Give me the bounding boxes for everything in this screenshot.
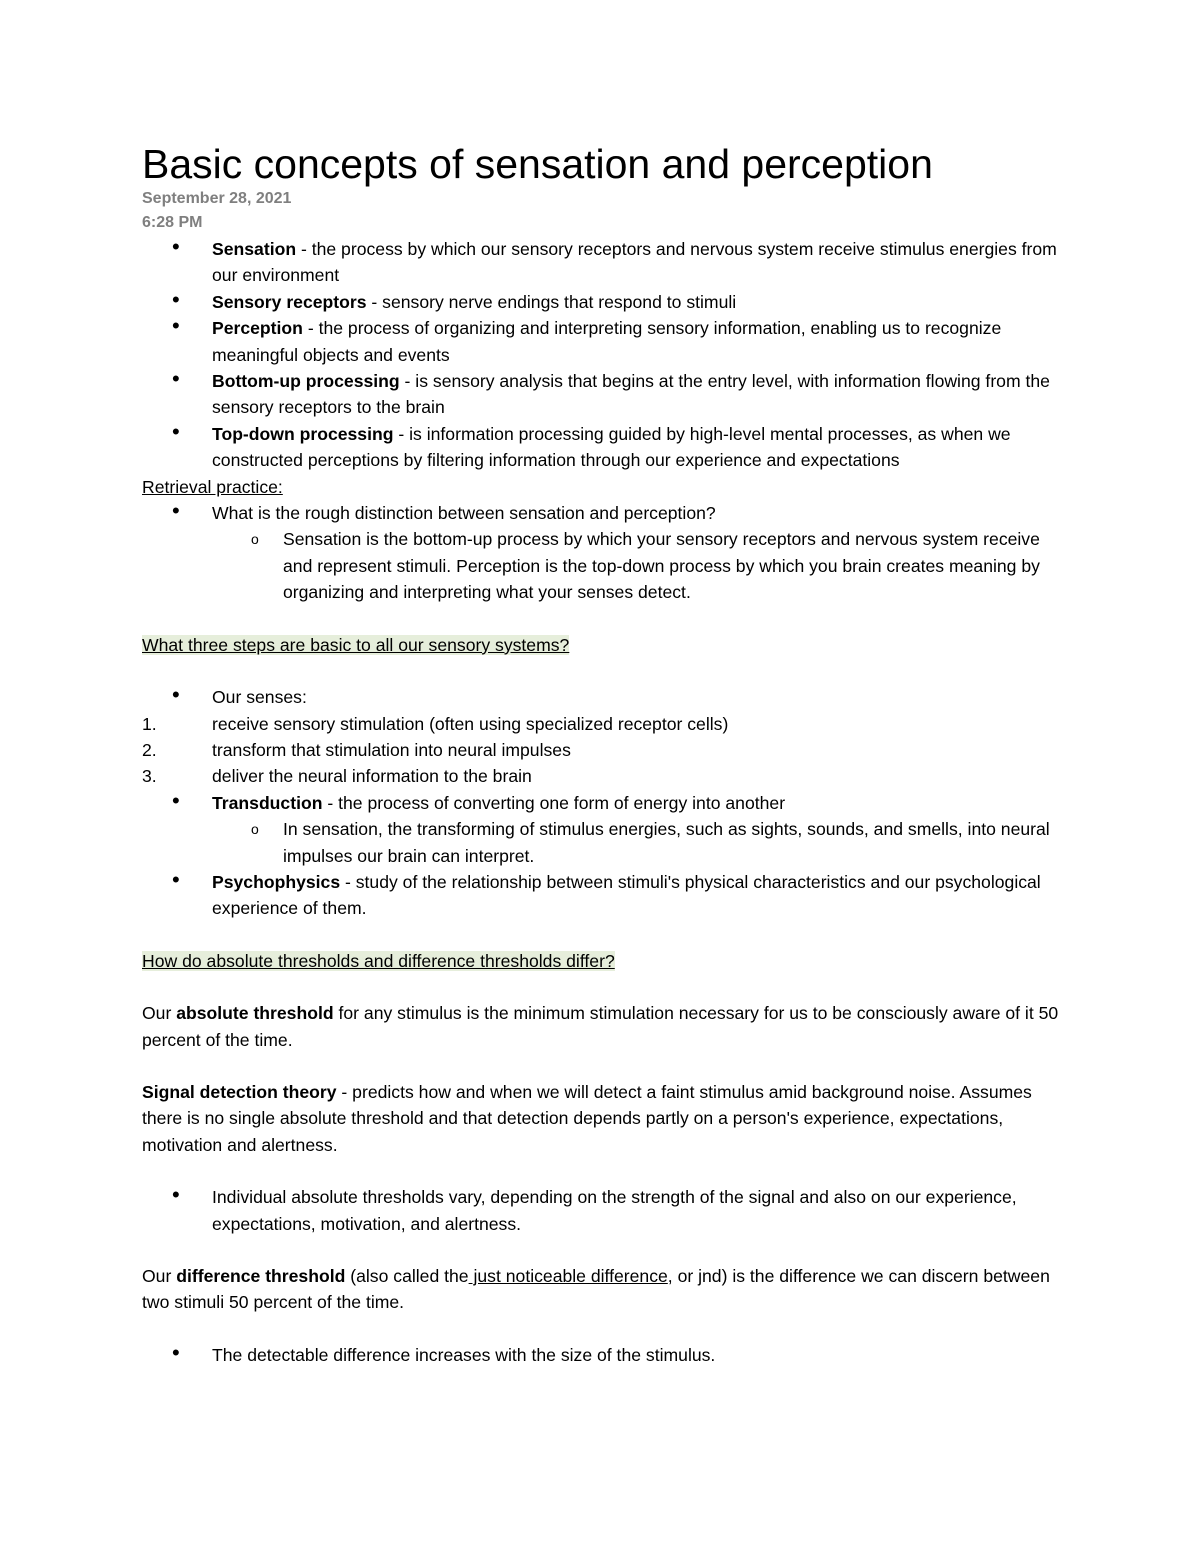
spacer (142, 922, 1072, 948)
note-time: 6:28 PM (142, 214, 203, 231)
bullet-icon: • (172, 682, 180, 708)
term: Signal detection theory (142, 1081, 337, 1102)
sub-list-item: o In sensation, the transforming of stimulus energies, such as sights, sounds, and smells, into neural impulses our brain can interpret. (142, 816, 1072, 869)
definition: - is sensory analysis that begins at the entry level, with information flowing from the sensory receptors to the brain (212, 371, 1050, 418)
list-item: • Transduction - the process of converting one form of energy into another (172, 787, 786, 813)
bullet-icon: • (172, 866, 180, 892)
section-heading: How do absolute thresholds and difference thresholds differ? (142, 950, 615, 971)
note-date: September 28, 2021 (142, 190, 292, 207)
term: Sensory receptors (212, 291, 367, 312)
note-body (142, 236, 1072, 1368)
bullet-icon: • (172, 787, 180, 813)
definition: - sensory nerve endings that respond to stimuli (366, 291, 737, 312)
answer: Sensation is the bottom-up process by which your sensory receptors and nervous system receive and represent stimuli. Perception is the top-down process by which you brain creates meaning by organizing and interpreting what your senses detect. (283, 529, 1040, 603)
numbered-item: 1. receive sensory stimulation (often using specialized receptor cells) (142, 711, 1072, 737)
definition: - the process by which our sensory receptors and nervous system receive stimulus energies from our environment (212, 239, 1057, 286)
numbered-item: 3. deliver the neural information to the brain (142, 763, 1072, 789)
term: Sensation (212, 239, 297, 259)
spacer (142, 1053, 1072, 1079)
term: difference threshold (176, 1266, 346, 1286)
section-heading: What three steps are basic to all our sensory systems? (142, 634, 570, 655)
definition: - is information processing guided by high-level mental processes, as when we constructed perceptions by filtering information through our experience and expectations (212, 423, 1011, 471)
retrieval-heading: Retrieval practice: (142, 476, 283, 497)
list-item (142, 368, 1072, 421)
bullet-icon: • (172, 1339, 180, 1365)
spacer (142, 658, 1072, 684)
term: Perception (212, 318, 303, 339)
bullet-icon: • (172, 1182, 180, 1208)
circle-bullet-icon: o (251, 531, 259, 548)
page-title: Basic concepts of sensation and perception (142, 141, 933, 187)
list-item: • Individual absolute thresholds vary, depending on the strength of the signal and also on our experience, expectations, motivation, and alertness. (172, 1182, 1017, 1234)
item-number: 2. (142, 739, 157, 760)
bullet-icon: • (172, 418, 180, 444)
term: Psychophysics (212, 871, 341, 892)
spacer (142, 974, 1072, 1000)
term: Transduction (212, 792, 323, 813)
bullet-icon: • (172, 313, 180, 339)
term: Bottom-up processing (212, 371, 400, 392)
list-item (142, 315, 1072, 368)
list-item: • Our senses: (172, 682, 307, 708)
bullet-icon: • (172, 366, 180, 392)
paragraph: Signal detection theory - predicts how and when we will detect a faint stimulus amid background noise. Assumes there is no single absolute threshold and that detection depends partly on a person's experience, expectations, motivation and alertness. (142, 1081, 1032, 1155)
list-item (142, 500, 1072, 526)
term: absolute threshold (176, 1003, 334, 1024)
bullet-icon: • (172, 498, 180, 524)
bullet-icon: • (172, 234, 180, 259)
list-item (142, 286, 1072, 315)
item-number: 3. (142, 766, 157, 787)
spacer (142, 1316, 1072, 1342)
numbered-item: 2. transform that stimulation into neural impulses (142, 737, 1072, 763)
underlined-term: just noticeable difference (468, 1266, 668, 1286)
question: What is the rough distinction between sensation and perception? (212, 503, 716, 524)
bullet-icon: • (172, 286, 180, 312)
paragraph: Our difference threshold (also called the just noticeable difference, or jnd) is the difference we can discern between two stimuli 50 percent of the time. (142, 1266, 1050, 1313)
sub-list-item (142, 526, 1072, 605)
list-item: • Psychophysics - study of the relationship between stimuli's physical characteristics and our psychological experience of them. (172, 866, 1041, 919)
spacer (142, 1237, 1072, 1263)
spacer (142, 1158, 1072, 1184)
paragraph: Our absolute threshold for any stimulus is the minimum stimulation necessary for us to be consciously aware of it 50 percent of the time. (142, 1003, 1059, 1050)
definition: - the process of organizing and interpreting sensory information, enabling us to recognize meaningful objects and events (212, 318, 1002, 365)
spacer (142, 606, 1072, 632)
term: Top-down processing (212, 423, 394, 444)
circle-bullet-icon: o (251, 821, 259, 838)
list-item (142, 418, 1072, 474)
item-number: 1. (142, 713, 157, 734)
list-item: • The detectable difference increases with the size of the stimulus. (172, 1339, 716, 1365)
list-item (142, 236, 1072, 289)
